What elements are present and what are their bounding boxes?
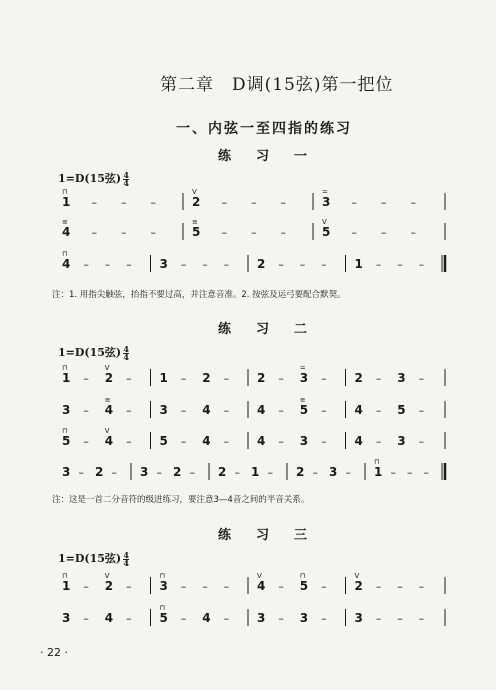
sustain-dash: – (381, 226, 387, 239)
finger-mark: = (299, 364, 306, 372)
sustain-dash: – (150, 196, 156, 209)
sustain-dash: – (375, 372, 382, 385)
up-bow-mark: V (192, 188, 197, 196)
sustain-dash: – (321, 372, 327, 385)
note: 2 (218, 465, 227, 479)
sustain-dash: – (189, 466, 195, 479)
sustain-dash: – (375, 258, 382, 271)
note: 1 (374, 465, 383, 479)
sustain-dash: – (418, 612, 425, 625)
sustain-dash: – (251, 196, 257, 209)
sustain-dash: – (407, 466, 413, 479)
note: 1 (159, 371, 168, 385)
note: 4 (257, 579, 266, 593)
up-bow-mark: V (354, 572, 360, 580)
chapter-title: 第二章 D调(15弦)第一把位 (160, 75, 394, 95)
note: 3 (299, 371, 309, 385)
sustain-dash: – (126, 580, 132, 593)
exercise-1-title: 练 习 一 (218, 149, 314, 164)
sustain-dash: – (278, 580, 284, 593)
sustain-dash: – (83, 258, 89, 271)
sustain-dash: – (126, 404, 132, 417)
finger-mark: ≡ (299, 396, 306, 404)
note: 4 (354, 434, 363, 448)
note: 4 (257, 434, 266, 448)
sustain-dash: – (83, 435, 89, 448)
note: 3 (397, 434, 406, 448)
note: 5 (299, 579, 309, 593)
note: 4 (104, 403, 114, 417)
note: 5 (397, 403, 406, 417)
note: 2 (354, 579, 363, 593)
sustain-dash: – (223, 372, 230, 385)
sustain-dash: – (91, 196, 97, 209)
sustain-dash: – (418, 372, 425, 385)
time-signature: $\frac{4}{4}$ (123, 343, 129, 362)
note: 3 (322, 195, 331, 209)
note: 3 (62, 465, 71, 479)
finger-mark: ≡ (62, 218, 68, 226)
note: 4 (62, 257, 71, 271)
sustain-dash: – (280, 196, 286, 209)
note: 1 (62, 371, 71, 385)
note: 2 (257, 257, 266, 271)
time-signature: $\frac{4}{4}$ (123, 549, 129, 568)
exercise-3-title: 练 习 三 (218, 528, 314, 543)
sustain-dash: – (223, 612, 230, 625)
sustain-dash: – (345, 466, 351, 479)
sustain-dash: – (321, 404, 327, 417)
sustain-dash: – (202, 258, 208, 271)
down-bow-mark: ⊓ (299, 572, 306, 580)
sustain-dash: – (312, 466, 318, 479)
sustain-dash: – (180, 435, 187, 448)
note: 5 (192, 225, 201, 239)
note: 1 (62, 195, 71, 209)
sustain-dash: – (278, 404, 284, 417)
note: 2 (95, 465, 104, 479)
note: 2 (104, 579, 114, 593)
sustain-dash: – (91, 226, 97, 239)
sustain-dash: – (321, 435, 327, 448)
note: 2 (192, 195, 201, 209)
note: 3 (299, 434, 309, 448)
down-bow-mark: ⊓ (62, 364, 68, 372)
note: 1 (251, 465, 260, 479)
sustain-dash: – (397, 612, 403, 625)
note: 2 (173, 465, 182, 479)
note: 3 (257, 611, 266, 625)
down-bow-mark: ⊓ (159, 604, 165, 612)
note: 4 (104, 434, 114, 448)
down-bow-mark: ⊓ (62, 188, 68, 196)
sustain-dash: – (83, 372, 89, 385)
sustain-dash: – (397, 580, 403, 593)
down-bow-mark: ⊓ (62, 427, 68, 435)
sustain-dash: – (121, 196, 127, 209)
up-bow-mark: V (104, 572, 110, 580)
note: 3 (354, 611, 363, 625)
time-signature: $\frac{4}{4}$ (123, 169, 129, 188)
note: 5 (299, 403, 309, 417)
exercise-2-key: 1=D(15弦) $\frac{4}{4}$ (58, 343, 129, 362)
sustain-dash: – (78, 466, 84, 479)
sustain-dash: – (223, 258, 230, 271)
note: 4 (202, 403, 211, 417)
up-bow-mark: V (257, 572, 262, 580)
sustain-dash: – (410, 226, 416, 239)
sustain-dash: – (351, 196, 357, 209)
exercise-1-note: 注：1. 用指尖触弦，抬指不要过高，并注意音准。2. 按弦及运弓要配合默契。 (52, 290, 346, 300)
sustain-dash: – (223, 435, 230, 448)
sustain-dash: – (321, 580, 327, 593)
sustain-dash: – (418, 580, 425, 593)
sustain-dash: – (83, 580, 89, 593)
sustain-dash: – (221, 196, 227, 209)
note: 3 (62, 403, 71, 417)
sustain-dash: – (410, 196, 416, 209)
sustain-dash: – (121, 226, 127, 239)
up-bow-mark: V (104, 364, 110, 372)
down-bow-mark: ⊓ (374, 458, 380, 466)
sustain-dash: – (321, 258, 327, 271)
sustain-dash: – (375, 580, 382, 593)
sustain-dash: – (418, 258, 425, 271)
sustain-dash: – (126, 435, 132, 448)
sustain-dash: – (381, 196, 387, 209)
sustain-dash: – (423, 466, 429, 479)
note: 3 (159, 403, 168, 417)
sustain-dash: – (126, 612, 132, 625)
sustain-dash: – (83, 404, 89, 417)
note: 3 (299, 611, 309, 625)
note: 5 (322, 225, 331, 239)
note: 4 (62, 225, 71, 239)
up-bow-mark: V (104, 427, 110, 435)
note: 5 (159, 611, 168, 625)
note: 3 (329, 465, 338, 479)
finger-mark: = (322, 188, 328, 196)
note: 3 (159, 257, 168, 271)
sustain-dash: – (202, 580, 208, 593)
note: 3 (62, 611, 71, 625)
exercise-3-key: 1=D(15弦) $\frac{4}{4}$ (58, 549, 129, 568)
sustain-dash: – (251, 226, 257, 239)
sustain-dash: – (375, 435, 382, 448)
note: 4 (104, 611, 114, 625)
note: 4 (257, 403, 266, 417)
sustain-dash: – (223, 580, 230, 593)
sustain-dash: – (180, 372, 187, 385)
sustain-dash: – (267, 466, 273, 479)
sustain-dash: – (418, 435, 425, 448)
note: 4 (202, 434, 211, 448)
sustain-dash: – (390, 466, 396, 479)
sustain-dash: – (180, 612, 187, 625)
sustain-dash: – (83, 612, 89, 625)
sustain-dash: – (156, 466, 162, 479)
sustain-dash: – (150, 226, 156, 239)
note: 4 (202, 611, 211, 625)
note: 5 (159, 434, 168, 448)
note: 2 (354, 371, 363, 385)
note: 3 (140, 465, 149, 479)
sustain-dash: – (278, 372, 284, 385)
exercise-1-key: 1=D(15弦) $\frac{4}{4}$ (58, 169, 129, 188)
sustain-dash: – (280, 226, 286, 239)
down-bow-mark: ⊓ (62, 572, 68, 580)
sustain-dash: – (375, 404, 382, 417)
note: 3 (159, 579, 168, 593)
sustain-dash: – (375, 612, 382, 625)
note: 2 (202, 371, 211, 385)
finger-mark: ≡ (192, 218, 198, 226)
sustain-dash: – (180, 580, 187, 593)
sustain-dash: – (351, 226, 357, 239)
note: 2 (104, 371, 114, 385)
sustain-dash: – (126, 372, 132, 385)
down-bow-mark: ⊓ (159, 572, 165, 580)
page-number: · 22 · (40, 646, 68, 659)
sustain-dash: – (180, 258, 187, 271)
exercise-2-title: 练 习 二 (218, 322, 314, 337)
down-bow-mark: ⊓ (62, 250, 68, 258)
sustain-dash: – (278, 435, 284, 448)
sustain-dash: – (180, 404, 187, 417)
sustain-dash: – (221, 226, 227, 239)
note: 2 (296, 465, 305, 479)
up-bow-mark: V (322, 218, 327, 226)
sustain-dash: – (278, 258, 284, 271)
note: 1 (354, 257, 363, 271)
sustain-dash: – (321, 612, 327, 625)
sustain-dash: – (126, 258, 132, 271)
sustain-dash: – (234, 466, 240, 479)
sustain-dash: – (418, 404, 425, 417)
exercise-2-note: 注：这是一首二分音符的级进练习，要注意3—4音之间的半音关系。 (52, 495, 310, 505)
sustain-dash: – (104, 258, 111, 271)
section-title: 一、内弦一至四指的练习 (176, 121, 352, 137)
sustain-dash: – (111, 466, 117, 479)
note: 1 (62, 579, 71, 593)
note: 3 (397, 371, 406, 385)
finger-mark: ≡ (104, 396, 111, 404)
sustain-dash: – (299, 258, 306, 271)
sustain-dash: – (278, 612, 284, 625)
note: 2 (257, 371, 266, 385)
sustain-dash: – (223, 404, 230, 417)
note: 5 (62, 434, 71, 448)
sustain-dash: – (397, 258, 403, 271)
note: 4 (354, 403, 363, 417)
